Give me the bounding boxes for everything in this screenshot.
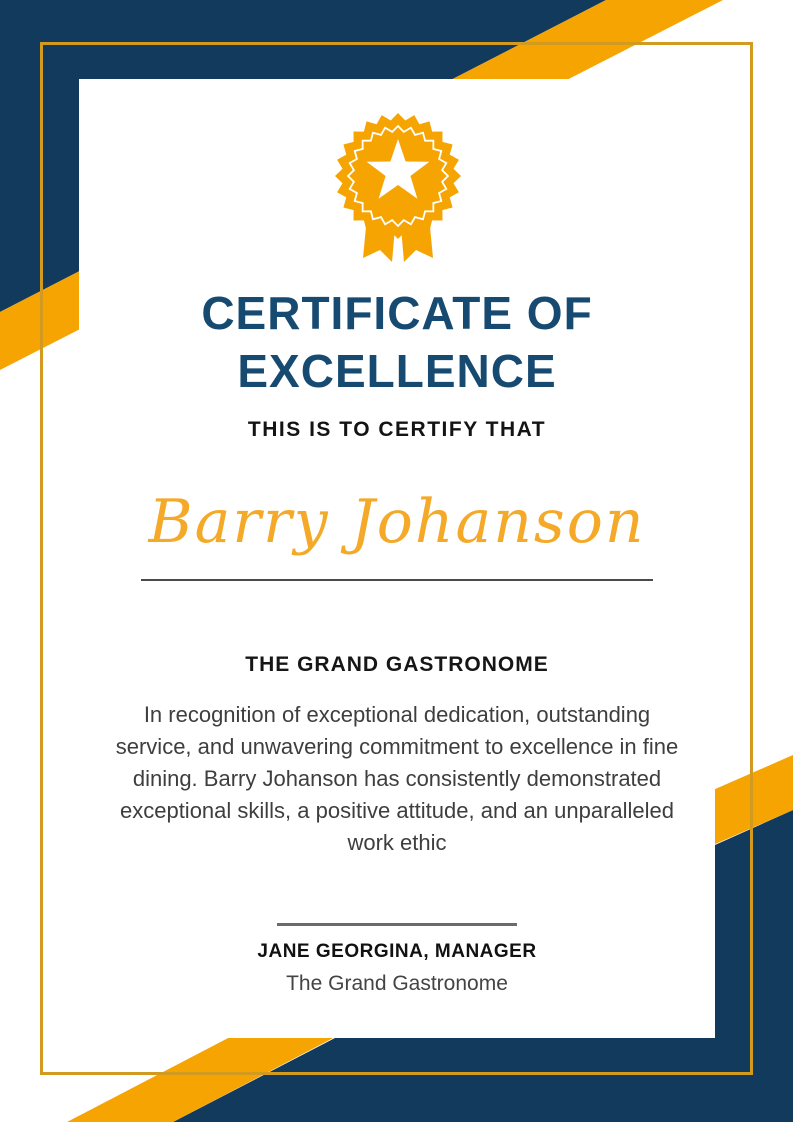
recipient-name: Barry Johanson bbox=[148, 487, 646, 557]
certificate-title-line2: EXCELLENCE bbox=[237, 345, 557, 397]
recognition-body-text: In recognition of exceptional dedication, outstanding service, and unwavering commitment to excellence in fine dining. Barry Johanson has consistently demonstrated exceptional skills, a positive attitude, and an unparalleled work ethic bbox=[115, 702, 679, 855]
award-seal-icon bbox=[318, 106, 478, 270]
signatory-organization: The Grand Gastronome bbox=[286, 972, 508, 995]
signature-line bbox=[277, 923, 517, 926]
certify-subtitle: THIS IS TO CERTIFY THAT bbox=[247, 418, 547, 441]
certificate-title-line1: CERTIFICATE OF bbox=[201, 287, 593, 339]
organization-heading: THE GRAND GASTRONOME bbox=[245, 653, 549, 676]
signatory-name-title: JANE GEORGINA, MANAGER bbox=[257, 941, 537, 962]
certificate-title bbox=[79, 284, 715, 400]
recipient-name-underline bbox=[141, 579, 653, 581]
certificate-panel bbox=[79, 79, 715, 1038]
